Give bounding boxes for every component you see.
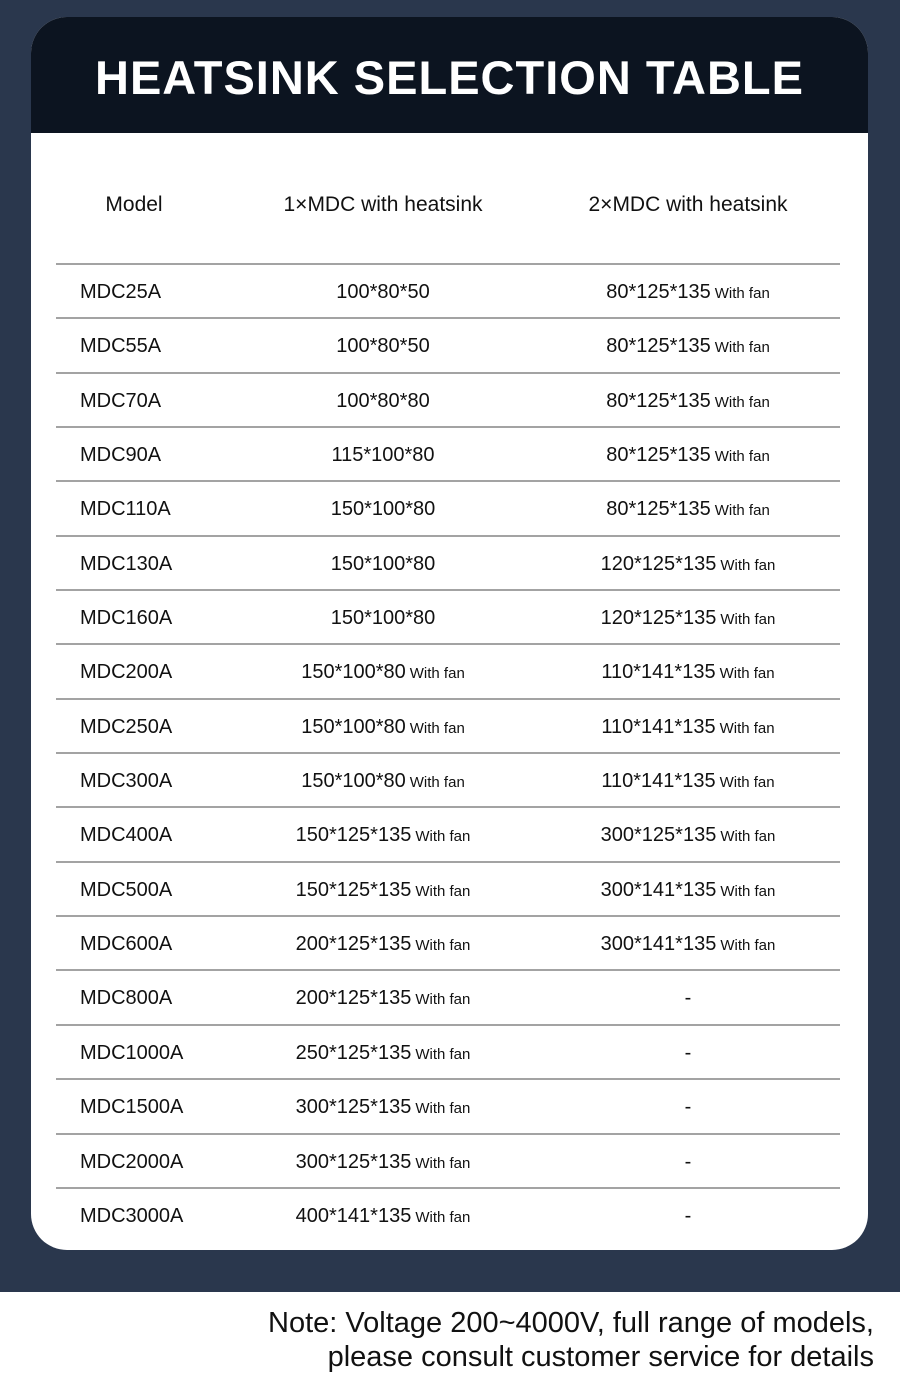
fan-note: With fan: [714, 393, 770, 411]
fan-note: With fan: [714, 502, 770, 520]
heatsink-size: 200*125*135: [295, 987, 412, 1010]
footnote-line-2: please consult customer service for details: [327, 1341, 874, 1373]
heatsink-size: 150*100*80: [330, 552, 436, 575]
table-row: [56, 643, 840, 697]
fan-note: With fan: [714, 339, 770, 357]
fan-note: With fan: [415, 991, 471, 1009]
cell-model: MDC250A: [80, 715, 173, 738]
fan-note: With fan: [719, 665, 775, 683]
cell-2x-heatsink: [601, 716, 774, 739]
cell-model: MDC800A: [80, 987, 173, 1010]
cell-model: MDC1500A: [80, 1096, 184, 1119]
heatsink-size: 100*80*80: [336, 389, 430, 412]
cell-1x-heatsink: [301, 716, 465, 739]
fan-note: With fan: [714, 285, 770, 302]
heatsink-size: 150*100*80: [301, 770, 406, 793]
cell-model: MDC300A: [80, 770, 173, 793]
heatsink-size: 300*125*135: [295, 1150, 412, 1173]
column-header-1x-mdc: 1×MDC with heatsink: [283, 193, 483, 216]
heatsink-size: -: [684, 987, 692, 1010]
heatsink-size: 300*125*135: [600, 824, 717, 847]
fan-note: With fan: [719, 719, 775, 737]
cell-model: MDC600A: [80, 933, 173, 956]
cell-1x-heatsink: [296, 933, 471, 956]
fan-note: With fan: [720, 937, 776, 955]
cell-model: MDC110A: [80, 498, 171, 521]
cell-1x-heatsink: [331, 444, 434, 467]
table-row: [56, 480, 840, 534]
cell-model: MDC200A: [80, 661, 173, 684]
cell-2x-heatsink: [601, 661, 774, 684]
fan-note: With fan: [409, 665, 465, 683]
table-row: [56, 861, 840, 915]
table-row: [56, 806, 840, 860]
heatsink-size: 300*141*135: [600, 933, 717, 956]
cell-2x-heatsink: [601, 933, 776, 956]
cell-2x-heatsink: [606, 444, 770, 467]
table-row: [56, 372, 840, 426]
heatsink-size: 150*100*80: [330, 607, 436, 630]
cell-1x-heatsink: [331, 498, 436, 521]
cell-model: MDC55A: [80, 335, 162, 358]
cell-1x-heatsink: [336, 281, 429, 304]
heatsink-size: -: [684, 1150, 692, 1173]
footnote: [268, 1306, 874, 1374]
footnote-line-1: Note: Voltage 200~4000V, full range of models,: [268, 1307, 874, 1339]
cell-2x-heatsink: [601, 879, 776, 902]
heatsink-size: 80*125*135: [606, 444, 711, 467]
column-header-model: Model: [105, 193, 163, 216]
cell-model: MDC500A: [80, 878, 173, 901]
cell-2x-heatsink: [606, 498, 770, 521]
cell-1x-heatsink: [296, 1042, 471, 1065]
cell-1x-heatsink: [336, 390, 429, 413]
cell-2x-heatsink: [685, 1042, 692, 1065]
table-row: [56, 589, 840, 643]
heatsink-size: 300*141*135: [600, 878, 717, 901]
table-row: [56, 752, 840, 806]
cell-model: MDC160A: [80, 607, 173, 630]
heatsink-size: 300*125*135: [295, 1096, 412, 1119]
cell-2x-heatsink: [601, 770, 774, 793]
fan-note: With fan: [714, 448, 770, 466]
cell-1x-heatsink: [296, 824, 471, 847]
table-row: [56, 969, 840, 1023]
table-row: [56, 535, 840, 589]
table-row: [56, 1078, 840, 1132]
fan-note: With fan: [409, 774, 465, 792]
cell-model: MDC3000A: [80, 1204, 184, 1227]
cell-model: MDC130A: [80, 552, 173, 575]
heatsink-size: 150*100*80: [330, 498, 436, 521]
table-row: [56, 915, 840, 969]
column-header-2x-mdc: 2×MDC with heatsink: [588, 193, 788, 216]
fan-note: With fan: [719, 774, 775, 792]
fan-note: With fan: [720, 556, 776, 574]
cell-model: MDC400A: [80, 824, 173, 847]
fan-note: With fan: [415, 882, 471, 900]
cell-2x-heatsink: [685, 1205, 692, 1228]
heatsink-size: 110*141*135: [601, 661, 716, 684]
card-header: [31, 17, 868, 133]
cell-1x-heatsink: [296, 1096, 471, 1119]
cell-model: MDC90A: [80, 444, 162, 467]
cell-1x-heatsink: [301, 770, 465, 793]
table-row: [56, 698, 840, 752]
heatsink-size: 250*125*135: [295, 1041, 412, 1064]
cell-2x-heatsink: [685, 1096, 692, 1119]
table-column-headers: [31, 133, 868, 264]
cell-2x-heatsink: [685, 1151, 692, 1174]
cell-1x-heatsink: [331, 607, 436, 630]
heatsink-size: 150*125*135: [295, 878, 412, 901]
heatsink-size: 150*100*80: [301, 661, 406, 684]
heatsink-size: 110*141*135: [601, 770, 716, 793]
heatsink-size: 80*125*135: [606, 498, 711, 521]
heatsink-size: -: [684, 1096, 692, 1119]
fan-note: With fan: [415, 937, 471, 955]
heatsink-size: 80*125*135: [606, 281, 711, 303]
cell-model: MDC1000A: [80, 1041, 184, 1064]
fan-note: With fan: [415, 1208, 471, 1226]
table-row: [56, 263, 840, 317]
cell-1x-heatsink: [336, 335, 429, 358]
fan-note: With fan: [415, 828, 471, 846]
table-row: [56, 1187, 840, 1241]
table-body: [56, 263, 840, 1241]
cell-2x-heatsink: [606, 390, 770, 413]
cell-1x-heatsink: [331, 553, 436, 576]
fan-note: With fan: [720, 611, 776, 629]
cell-model: MDC2000A: [80, 1150, 184, 1173]
cell-2x-heatsink: [606, 281, 770, 304]
fan-note: With fan: [415, 1045, 471, 1063]
table-row: [56, 317, 840, 371]
cell-1x-heatsink: [296, 879, 471, 902]
fan-note: With fan: [415, 1154, 471, 1172]
heatsink-size: 120*125*135: [600, 552, 717, 575]
heatsink-size: 110*141*135: [601, 715, 716, 738]
page-title: HEATSINK SELECTION TABLE: [95, 50, 804, 104]
cell-2x-heatsink: [606, 335, 770, 358]
heatsink-size: 150*100*80: [301, 715, 406, 738]
table-row: [56, 1133, 840, 1187]
cell-1x-heatsink: [296, 1205, 471, 1228]
heatsink-size: -: [684, 1204, 692, 1227]
cell-1x-heatsink: [296, 1151, 471, 1174]
heatsink-size: 200*125*135: [295, 933, 412, 956]
cell-2x-heatsink: [601, 553, 776, 576]
selection-table-card: [31, 17, 868, 1250]
fan-note: With fan: [415, 1100, 471, 1118]
table-row: [56, 1024, 840, 1078]
table-row: [56, 426, 840, 480]
fan-note: With fan: [720, 828, 776, 846]
cell-2x-heatsink: [601, 824, 776, 847]
heatsink-size: 150*125*135: [295, 824, 412, 847]
cell-2x-heatsink: [685, 987, 692, 1010]
cell-2x-heatsink: [601, 607, 776, 630]
heatsink-size: 80*125*135: [606, 335, 711, 358]
heatsink-size: -: [684, 1041, 692, 1064]
heatsink-size: 100*80*50: [336, 335, 430, 358]
heatsink-size: 400*141*135: [295, 1204, 412, 1227]
cell-1x-heatsink: [296, 987, 471, 1010]
heatsink-size: 115*100*80: [331, 444, 435, 467]
cell-model: MDC70A: [80, 389, 162, 412]
fan-note: With fan: [720, 882, 776, 900]
cell-model: MDC25A: [80, 281, 162, 303]
fan-note: With fan: [409, 719, 465, 737]
heatsink-size: 80*125*135: [606, 389, 711, 412]
heatsink-size: 100*80*50: [336, 281, 430, 303]
cell-1x-heatsink: [301, 661, 465, 684]
heatsink-size: 120*125*135: [600, 607, 717, 630]
